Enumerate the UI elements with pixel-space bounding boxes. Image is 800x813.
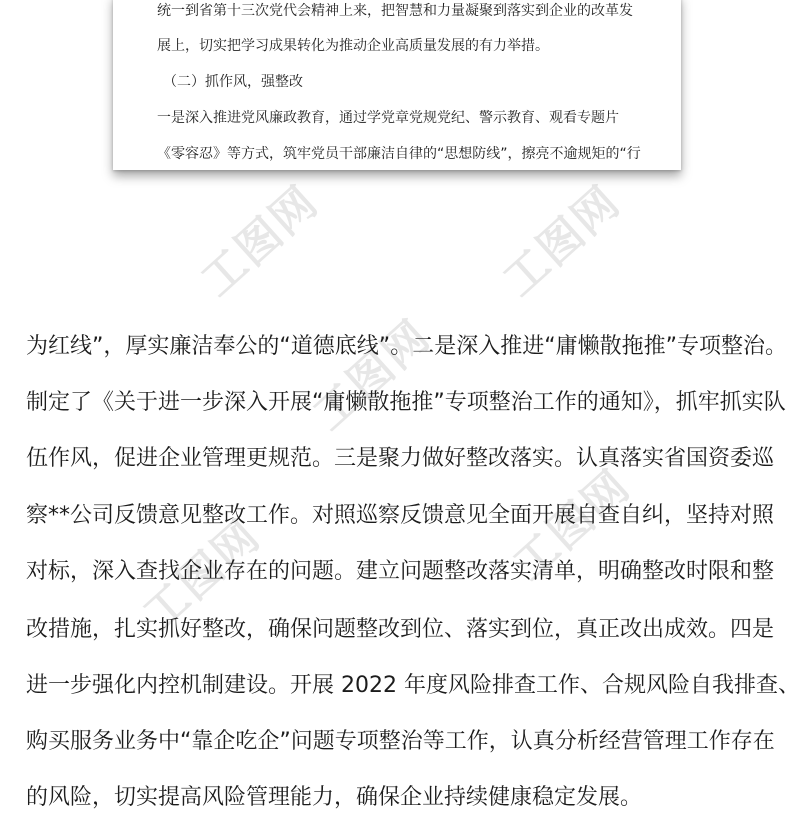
preview-line: 展上，切实把学习成果转化为推动企业高质量发展的有力举措。 bbox=[157, 38, 549, 54]
watermark: 工图网 bbox=[493, 176, 631, 307]
preview-line: 统一到省第十三次党代会精神上来，把智慧和力量凝聚到落实到企业的改革发 bbox=[157, 3, 633, 19]
body-line: 的风险，切实提高风险管理能力，确保企业持续健康稳定发展。 bbox=[26, 785, 643, 810]
watermark: 工图网 bbox=[133, 510, 271, 641]
body-line: 伍作风，促进企业管理更规范。三是聚力做好整改落实。认真落实省国资委巡 bbox=[26, 446, 775, 471]
body-line: 制定了《关于进一步深入开展“庸懒散拖推”专项整治工作的通知》，抓牢抓实队 bbox=[26, 390, 786, 415]
body-line: 对标，深入查找企业存在的问题。建立问题整改落实清单，明确整改时限和整 bbox=[26, 559, 775, 584]
body-line: 改措施，扎实抓好整改，确保问题整改到位、落实到位，真正改出成效。四是 bbox=[26, 617, 775, 642]
preview-line: 一是深入推进党风廉政教育，通过学党章党规党纪、警示教育、观看专题片 bbox=[157, 110, 619, 126]
watermark: 工图网 bbox=[191, 176, 329, 307]
preview-heading: （二）抓作风，强整改 bbox=[163, 74, 303, 90]
preview-line: 《零容忍》等方式，筑牢党员干部廉洁自律的“思想防线”，擦亮不逾规矩的“行 bbox=[157, 146, 641, 162]
body-line: 进一步强化内控机制建设。开展 2022 年度风险排查工作、合规风险自我排查、 bbox=[26, 673, 800, 698]
body-line: 察**公司反馈意见整改工作。对照巡察反馈意见全面开展自查自纠，坚持对照 bbox=[26, 503, 775, 528]
body-line: 为红线”，厚实廉洁奉公的“道德底线”。二是深入推进“庸懒散拖推”专项整治。 bbox=[26, 334, 787, 359]
body-line: 购买服务业务中“靠企吃企”问题专项整治等工作，认真分析经营管理工作存在 bbox=[26, 729, 775, 754]
watermark: 工图网 bbox=[503, 460, 641, 591]
watermark: 工图网 bbox=[303, 310, 441, 441]
preview-page bbox=[113, 0, 681, 170]
